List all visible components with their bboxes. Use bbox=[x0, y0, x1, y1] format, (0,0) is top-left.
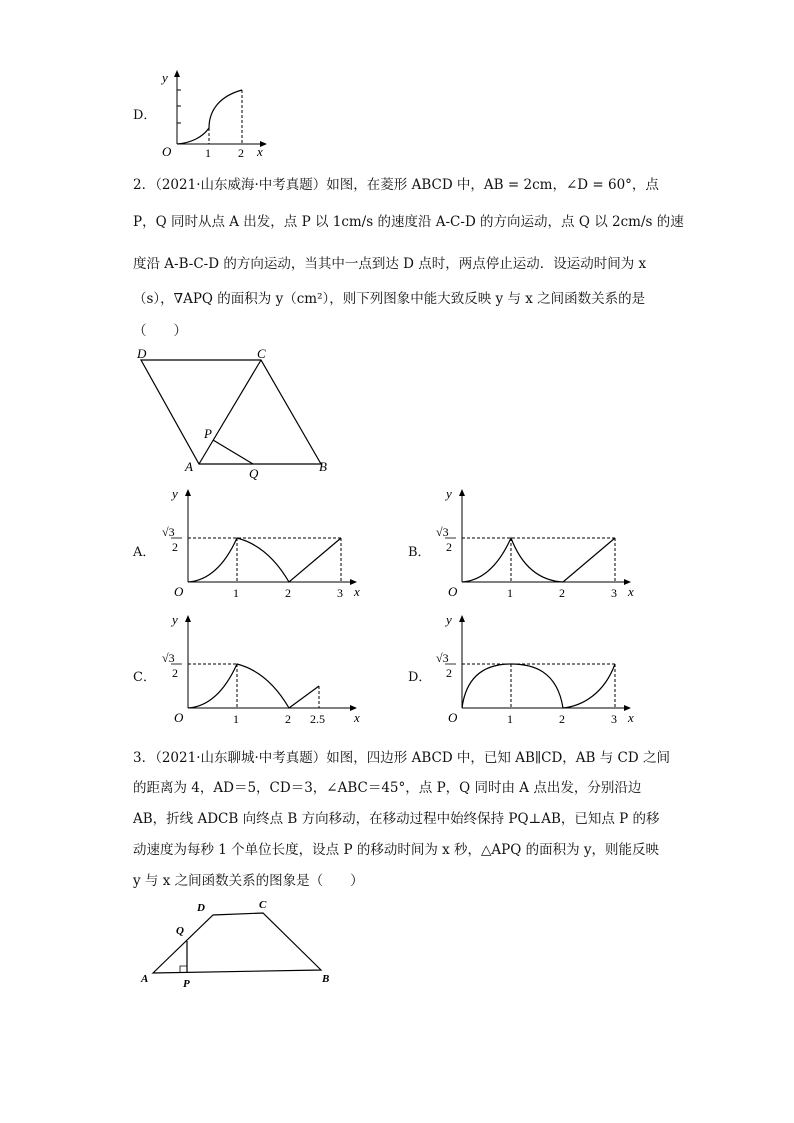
q2-option-b-graph bbox=[432, 484, 642, 604]
q2-rhombus-figure bbox=[133, 344, 353, 484]
q2d-tick-2: 2 bbox=[559, 712, 565, 726]
q2-option-c-label: C． bbox=[133, 670, 156, 685]
q2-text-line-4: （s），∇APQ 的面积为 y（cm²），则下列图象中能大致反映 y 与 x 之间函数关系的是 bbox=[133, 291, 646, 307]
q3-text-line-4: 动速度为每秒 1 个单位长度，设点 P 的移动时间为 x 秒，△APQ 的面积为 y，则能反映 bbox=[133, 842, 660, 858]
q2c-tick-3: 2.5 bbox=[310, 712, 325, 726]
q1-option-d-graph bbox=[160, 66, 300, 161]
q2a-tick-2: 2 bbox=[285, 586, 291, 600]
q3-fig-label-p: P bbox=[183, 978, 190, 990]
q2b-axis-x: x bbox=[628, 584, 634, 599]
q2a-origin: O bbox=[174, 584, 184, 599]
q2-text-line-5: （ ） bbox=[133, 323, 187, 339]
q3-fig-label-a: A bbox=[141, 973, 149, 985]
q2-option-d-label: D． bbox=[408, 670, 432, 685]
q2b-origin: O bbox=[448, 584, 458, 599]
q3-text-line-5: y 与 x 之间函数关系的图象是（ ） bbox=[133, 873, 364, 889]
q2-option-b-label: B． bbox=[408, 545, 431, 560]
q2-text-line-3: 度沿 A-B-C-D 的方向运动，当其中一点到达 D 点时，两点停止运动．设运动时间为 x bbox=[133, 256, 647, 272]
q2-fig-label-a: A bbox=[185, 459, 193, 474]
q2a-sqrt3: √3 bbox=[162, 525, 175, 539]
q2-fig-label-b: B bbox=[319, 459, 327, 474]
q2c-tick-1: 1 bbox=[233, 712, 239, 726]
q2d-tick-3: 3 bbox=[611, 712, 617, 726]
q2a-axis-x: x bbox=[354, 584, 360, 599]
q3-fig-label-d: D bbox=[197, 902, 205, 914]
q2b-sqrt3: √3 bbox=[436, 525, 449, 539]
q2-option-a-graph bbox=[158, 484, 368, 604]
q2b-axis-y: y bbox=[446, 486, 452, 501]
q3-trapezoid-figure bbox=[133, 893, 353, 993]
q2-option-c-graph bbox=[158, 610, 368, 730]
q2-fig-label-c: C bbox=[257, 346, 266, 361]
q2d-axis-y: y bbox=[446, 612, 452, 627]
q2-text-line-2: P，Q 同时从点 A 出发，点 P 以 1cm/s 的速度沿 A-C-D 的方向运动，点 Q 以 2cm/s 的速 bbox=[133, 214, 684, 230]
q2-option-a-label: A． bbox=[133, 545, 156, 560]
q2c-axis-y: y bbox=[172, 612, 178, 627]
q2c-den: 2 bbox=[172, 666, 178, 680]
q2c-tick-2: 2 bbox=[285, 712, 291, 726]
q2c-axis-x: x bbox=[354, 710, 360, 725]
q2a-tick-1: 1 bbox=[233, 586, 239, 600]
q1-option-d-label: D． bbox=[133, 108, 157, 123]
q2d-sqrt3: √3 bbox=[436, 651, 449, 665]
q3-text-line-1: 3．（2021·山东聊城·中考真题）如图，四边形 ABCD 中，已知 AB∥CD，AB 与 CD 之间 bbox=[133, 750, 670, 766]
q3-text-line-3: AB，折线 ADCB 向终点 B 方向移动，在移动过程中始终保持 PQ⊥AB，已知点 P 的移 bbox=[133, 811, 660, 827]
q2c-origin: O bbox=[174, 710, 184, 725]
q1-tick-2: 2 bbox=[238, 146, 244, 160]
q2d-origin: O bbox=[448, 710, 458, 725]
q2b-tick-1: 1 bbox=[507, 586, 513, 600]
q2-text-line-1: 2．（2021·山东威海·中考真题）如图，在菱形 ABCD 中，AB = 2cm，∠D = 60°，点 bbox=[133, 177, 659, 193]
q1-axis-x-label: x bbox=[257, 144, 263, 159]
q2a-axis-y: y bbox=[172, 486, 178, 501]
q2a-den: 2 bbox=[172, 540, 178, 554]
q3-fig-label-q: Q bbox=[176, 925, 184, 937]
q2-option-d-graph bbox=[432, 610, 642, 730]
q1-axis-y-label: y bbox=[162, 70, 168, 85]
q1-tick-1: 1 bbox=[205, 146, 211, 160]
q2a-tick-3: 3 bbox=[337, 586, 343, 600]
q2-fig-label-p: P bbox=[204, 426, 212, 441]
q2c-sqrt3: √3 bbox=[162, 651, 175, 665]
q1-origin-label: O bbox=[162, 144, 172, 159]
q2d-tick-1: 1 bbox=[507, 712, 513, 726]
q2b-den: 2 bbox=[446, 540, 452, 554]
q3-fig-label-c: C bbox=[259, 899, 267, 911]
q2-fig-label-q: Q bbox=[249, 466, 259, 481]
q2d-axis-x: x bbox=[628, 710, 634, 725]
q2b-tick-3: 3 bbox=[611, 586, 617, 600]
q2d-den: 2 bbox=[446, 666, 452, 680]
q3-text-line-2: 的距离为 4，AD＝5，CD＝3，∠ABC＝45°，点 P，Q 同时由 A 点出发，分别沿边 bbox=[133, 780, 642, 796]
q2-fig-label-d: D bbox=[137, 346, 147, 361]
q3-fig-label-b: B bbox=[322, 973, 330, 985]
q2b-tick-2: 2 bbox=[559, 586, 565, 600]
